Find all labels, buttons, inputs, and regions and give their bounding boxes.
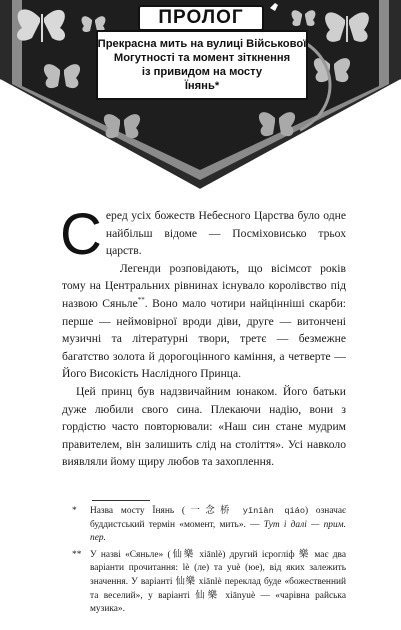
paragraph-text: Цей принц був надзвичайним юнаком. Його батьки дуже любили свого сина. Плекаючи надію, вони з гордістю часто повторювали: «Наш син стане мудрим правителем, він залишить слід на століття». Усі навколо виявляли йому щиру любов та захоплення. xyxy=(62,384,346,469)
footnotes xyxy=(62,505,346,620)
footnote-mark: ** xyxy=(72,549,82,560)
subtitle-line: Їнянь* xyxy=(184,80,220,92)
chapter-title: ПРОЛОГ xyxy=(138,5,264,31)
paragraph-text: еред усіх божеств Небесного Царства було одне найбільш відоме — Посміховисько трьох царств. xyxy=(105,209,346,258)
body-text xyxy=(60,202,347,471)
subtitle-line: Прекрасна мить на вулиці Військової xyxy=(97,38,307,50)
subtitle-line: із привидом на мосту xyxy=(141,66,263,78)
butterfly-icon xyxy=(17,9,65,42)
translator-note: Тут і далі — прим. пер. xyxy=(90,519,346,544)
paragraph xyxy=(62,383,346,471)
footnote-text: У назві «Сяньле» (仙樂 xiānlè) другий ієрогліф 樂 має два варіанти прочитання: lè (ле) та yuè (юе), від яких залежить значення. У варіанті 仙樂 xiānlè переклад буде «божественний та веселий», у варіанті 仙樂 xiānyuè — «чарівна райська музика». xyxy=(90,549,346,615)
butterfly-icon xyxy=(325,12,369,42)
footnote-text: ) означає буддистський термін «момент, мить». — xyxy=(90,506,346,530)
chapter-subtitle xyxy=(96,30,308,100)
footnote xyxy=(62,549,346,617)
paragraph-text: . Воно мало чотири найцінніші скарби: перше — неймовірної вроди діви, друге — витончені музичні та літературні твори, третє — безмежне багатство золота й дорогоцінного каміння, а четверте — Його Високість Наслідного Принца. xyxy=(62,296,347,381)
paragraph-text: Легенди розповідають, що вісімсот років тому на Центральних рівнинах існувало королівство під назвою Сяньле xyxy=(62,261,346,310)
paragraph xyxy=(62,260,346,383)
footnote-pinyin: yīniàn qiáo xyxy=(242,506,305,516)
footnote xyxy=(62,505,346,546)
footnote-ref[interactable]: ** xyxy=(137,296,145,305)
paragraph xyxy=(60,202,346,267)
footnote-text: Назва мосту Їнянь (一念桥 xyxy=(90,506,243,516)
subtitle-line: Могутності та момент зіткнення xyxy=(113,52,291,64)
footnote-divider xyxy=(92,500,150,501)
drop-cap: С xyxy=(60,202,102,267)
footnote-mark: * xyxy=(72,506,77,516)
